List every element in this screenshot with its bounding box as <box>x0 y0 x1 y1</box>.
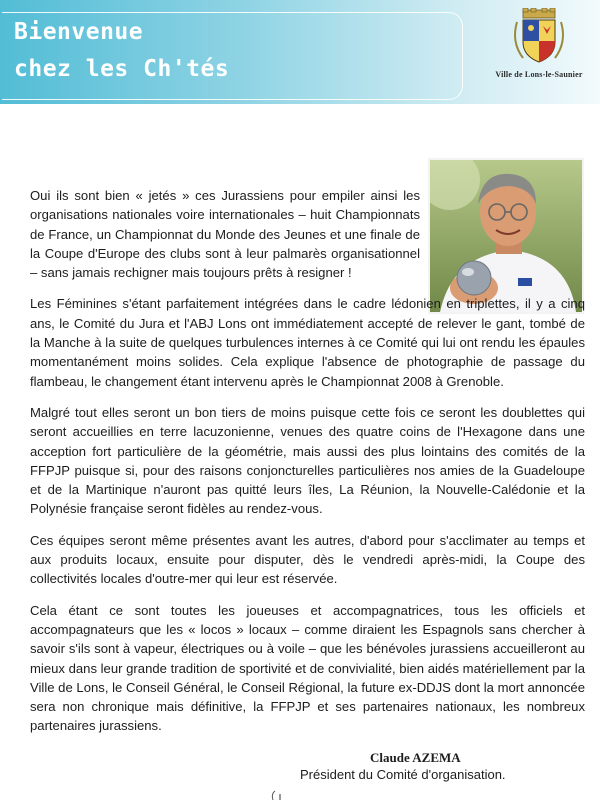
signature-title: Président du Comité d'organisation. <box>300 767 506 782</box>
city-logo <box>484 8 594 79</box>
signature-name: Claude AZEMA <box>370 750 461 765</box>
article-paragraph-1: Oui ils sont bien « jetés » ces Jurassiens pour empiler ainsi les organisations nationales voire internationales – huit Championnats de France, un Championnat du Monde des Jeunes et une finale de la Coupe d'Europe des clubs sont à leur palmarès organisationnel – sans jamais rechigner mais toujours prêts à resigner ! <box>30 188 420 281</box>
coat-of-arms-icon <box>509 8 569 66</box>
article-paragraph-3: Malgré tout elles seront un bon tiers de moins puisque cette fois ce seront les doublettes qui seront accueillies en terre lacuzonienne, venues des quatre coins de l'Hexagone dans une acception fort particulière de la géométrie, mais aussi des plus lointains des comités de la FFPJP puisque si, pour des raisons conjoncturelles particulières nos amies de la Guadeloupe et de la Martinique n'auront pas quitté leurs îles, La Réunion, la Nouvelle-Calédonie et la Polynésie française seront fidèles au rendez-vous. <box>30 404 585 517</box>
title-line-2: chez les Ch'tés <box>14 56 230 82</box>
page-title <box>14 14 229 88</box>
page-mark-icon <box>270 790 284 800</box>
article-paragraph-5: Cela étant ce sont toutes les joueuses et accompagnatrices, tous les officiels et accompagnateurs que les « locos » locaux – comme diraient les Espagnols sans chercher à savoir s'ils sont à vapeur, électriques ou à voile – que les bénévoles jurassiens accueilleront au mieux dans leur grande tradition de sportivité et de convivialité, bien aidés matériellement par la Ville de Lons, le Conseil Général, le Conseil Régional, la future ex-DDJS dont la mort annoncée sera non chronique mais définitive, la FFPJP et ses partenaires nationaux, les nombreux partenaires jurassiens. <box>30 602 585 734</box>
article-paragraph-4: Ces équipes seront même présentes avant les autres, d'abord pour s'acclimater au temps et aux produits locaux, ensuite pour disputer, dès le vendredi après-midi, la Coupe des collectivités locales d'outre-mer qui leur est réservée. <box>30 532 585 587</box>
article-paragraph-2: Les Féminines s'étant parfaitement intégrées dans le cadre lédonien en triplettes, il y a cinq ans, le Comité du Jura et l'ABJ Lons ont immédiatement accepté de relever le gant, tombé de la Manche à la suite de quelques turbulences internes à ce Comité qui lui ont rendu les épaules momentanément moins solides. Cela explique l'absence de photographie de passage du flambeau, le changement étant intervenu après le Championnat 2008 à Grenoble. <box>30 296 585 389</box>
title-line-1: Bienvenue <box>14 19 144 45</box>
article-body <box>30 186 585 748</box>
city-caption: Ville de Lons-le-Saunier <box>495 70 583 79</box>
